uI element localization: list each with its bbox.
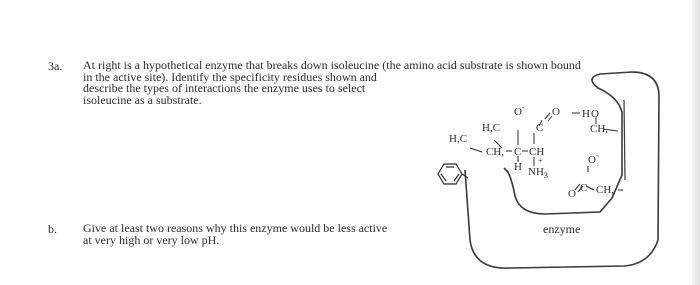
question-a-number: 3a.	[48, 59, 63, 73]
ch-label: CH	[529, 146, 545, 158]
phenyl-ring	[438, 164, 468, 184]
question-a-line: in the active site). Identify the specificity residues shown and	[83, 69, 377, 84]
enzyme-pocket-inner	[624, 100, 625, 180]
c-alpha-label: C	[514, 146, 522, 158]
aspartate-c-label: C	[580, 182, 588, 194]
question-b-line: at very high or very low pH.	[83, 232, 220, 247]
question-b-line: Give at least two reasons why this enzyme would be less active	[83, 221, 388, 235]
nh3-plus-charge: +	[538, 156, 543, 165]
enzyme-label: enzyme	[543, 222, 581, 236]
hydroxyl-o-label: O	[591, 108, 599, 120]
ch2-aspartate-label: CH,	[596, 184, 615, 196]
enzyme-pocket-outline	[465, 72, 659, 268]
ch2-hydroxyl-label: CH,	[590, 123, 609, 135]
carboxylate-c-label: C	[536, 122, 544, 134]
carboxylate-o-double-label: O	[552, 106, 560, 118]
aspartate-o-charge: -	[596, 151, 599, 160]
question-a-line: At right is a hypothetical enzyme that breaks down isoleucine (the amino acid substrate is shown bound	[83, 58, 581, 72]
o-minus-charge: -	[522, 103, 525, 112]
nh3-label	[528, 166, 548, 180]
hydroxyl-h-label: H	[582, 108, 590, 120]
ch3-left-label: H,C	[449, 133, 468, 145]
question-b-number: b.	[48, 222, 57, 236]
nh3-subscript: 3	[543, 171, 548, 180]
ch2-label: CH,	[486, 146, 505, 158]
aspartate-o-label: O	[568, 188, 576, 200]
carboxylate-o-minus-label: O	[514, 106, 522, 118]
aspartate-o-minus-label: O	[588, 154, 596, 166]
ch3-top-label: H,C	[482, 122, 501, 134]
question-a-line: isoleucine as a substrate.	[83, 92, 202, 107]
h-label: H	[514, 161, 522, 173]
question-a-line: describe the types of interactions the enzyme uses to select	[83, 81, 366, 95]
nh3-text: NH	[528, 166, 544, 178]
